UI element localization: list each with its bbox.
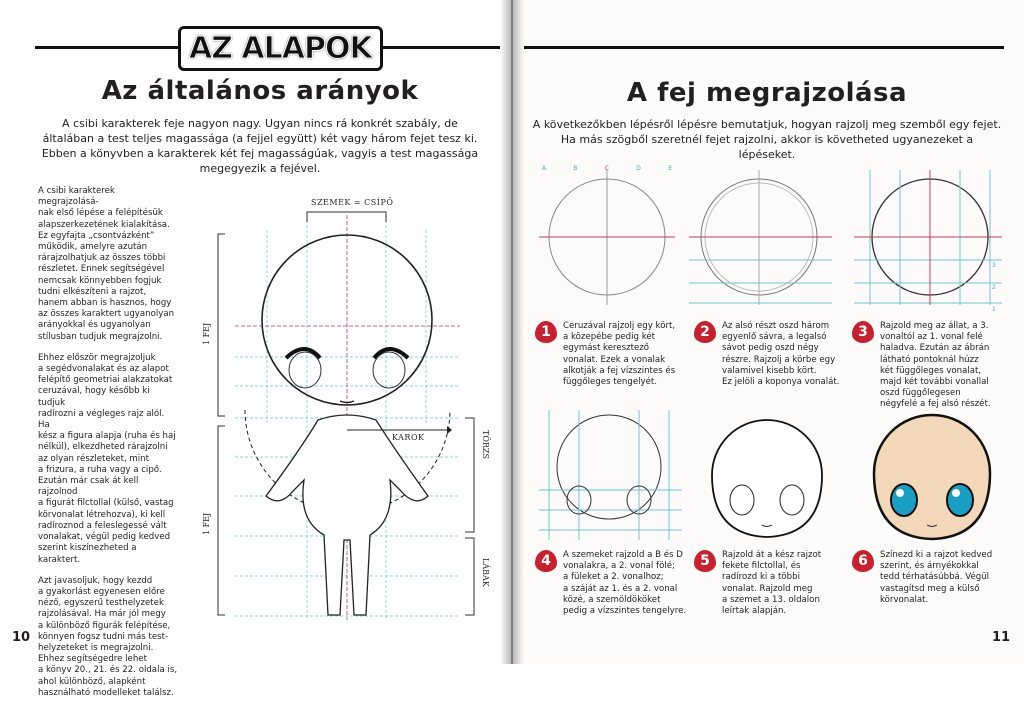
right-page (512, 0, 1024, 664)
guide-letter: D (636, 165, 641, 172)
guide-letter: A (542, 165, 547, 172)
label-eyes-hips: SZEMEK = CSÍPŐ (311, 198, 394, 207)
left-page (0, 0, 512, 698)
step-number-badge: 3 (852, 321, 874, 343)
step-number-badge: 2 (694, 321, 716, 343)
guide-letters (542, 165, 672, 172)
step-number-badge: 6 (852, 550, 874, 572)
label-arms: KAROK (392, 433, 425, 442)
step-5-drawing (692, 405, 842, 545)
guide-letter: C (604, 165, 609, 172)
label-head-1: 1 FEJ (202, 322, 211, 345)
step-text: Rajzold át a kész rajzot fekete filctollal, és radírozd ki a többi vonalat. Rajzold meg a szemet a 13. oldalon leírtak alapján. (722, 550, 822, 617)
intro-text: A csibi karakterek feje nagyon nagy. Ugyan nincs rá konkrét szabály, de általában a test teljes magassága (a fejjel együtt) két vagy három fejet tesz ki. Ebben a könyvben a karakterek két fej magasságúak, vagyis a test magassága megegyezik a fejével. (41, 117, 479, 175)
page-title: A fej megrajzolása (626, 78, 908, 108)
guide-number: 1 (992, 306, 996, 313)
paragraph: Azt javasoljuk, hogy kezdd a gyakorlást egyenesen előre néző, egyszerű testhelyzetek rajzolásával. Ha már jól megy a különböző figurák felépítése, könnyen fogsz tudni más test- helyzeteket is megrajzolni. Ehhez segítségedre lehet a könyv 20., 21. és 22. oldala is, ahol különböző, alapként használható modelleket találsz. (38, 575, 178, 698)
page-number: 11 (992, 630, 1011, 645)
label-legs: LÁBAK (481, 558, 490, 587)
step-3-drawing (852, 165, 1012, 310)
section-badge: AZ ALAPOK (178, 26, 383, 71)
step-text: Színezd ki a rajzot kedved szerint, és árnyékokkal tedd térhatásúbbá. Végül vastagítsd meg a külső körvonalat. (880, 550, 993, 605)
guide-number: 3 (992, 262, 996, 269)
step-1-drawing (537, 165, 677, 310)
guide-letter: E (668, 165, 672, 172)
label-head-2: 1 FEJ (202, 512, 211, 535)
guide-letter: B (573, 165, 578, 172)
book-gutter (500, 0, 524, 664)
step-number-badge: 1 (535, 321, 557, 343)
paragraph: A csibi karakterek megrajzolásá- nak első lépése a felépítésük alapszerkezetének kialakítása. Ez egyfajta „csontvázként” működik, amelyre azután rárajzolhatjuk az összes többi részletet. Ennek segítségével nemcsak könnyebben fogjuk tudni elkészíteni a rajzot, hanem abban is hasznos, hogy az összes karaktert ugyanolyan arányokkal és ugyanolyan stílusban tudjuk megrajzolni. (38, 186, 175, 342)
intro-text: A következőkben lépésről lépésre bemutatjuk, hogyan rajzolj meg szemből egy fejet. Ha más szögből szeretnél fejet rajzolni, akkor is követheted ugyanezeket a lépéseket. (532, 118, 1002, 161)
page-number: 10 (12, 630, 31, 645)
step-text: Ceruzával rajzolj egy kört, a közepébe pedig két egymást keresztező vonalat. Ezek a vonalak alkotják a fej vízszintes és függőleges tengelyét. (563, 321, 676, 388)
step-2-drawing (687, 165, 837, 310)
paragraph: Ehhez először megrajzoljuk a segédvonalakat és az alapot felépítő geometriai alakzatokat ceruzával, hogy később ki tudjuk radírozni a végleges rajz alól. Ha kész a figura alapja (ruha és haj nélkül), elkezdheted rárajzolni az olyan részleteket, mint a frizura, a ruha vagy a cipő. Ezután már csak át kell rajzolnod a figurát filctollal (külső, vastag körvonalat létrehozva), ki kell radíroznod a feleslegessé vált vonalakat, végül pedig kedved szerint kiszínezheted a karaktert. (38, 352, 176, 565)
header-rule (512, 46, 1004, 49)
label-torso: TÖRZS (481, 430, 490, 459)
body-text (38, 186, 178, 709)
step-6-drawing (852, 405, 1012, 545)
step-number-badge: 5 (694, 550, 716, 572)
guide-numbers (992, 255, 996, 321)
page-title: Az általános arányok (101, 76, 419, 106)
chibi-proportion-figure (190, 190, 510, 630)
guide-number: 2 (992, 284, 996, 291)
step-4-drawing (537, 405, 687, 545)
step-text: Rajzold meg az állat, a 3. vonaltól az 1. vonal felé haladva. Ezután az ábrán látható pontoknál húzz két függőleges vonalat, majd két további vonallal oszd függőlegesen négyfelé a fej alsó részét. (880, 321, 991, 410)
step-text: Az alsó részt oszd három egyenlő sávra, a legalsó sávot pedig oszd négy részre. Rajzolj a körbe egy valamivel kisebb kört. Ez jelöli a koponya vonalát. (722, 321, 840, 388)
step-number-badge: 4 (535, 550, 557, 572)
step-text: A szemeket rajzold a B és D vonalakra, a 2. vonal fölé; a füleket a 2. vonalhoz; a száját az 1. és a 2. vonal közé, a szemöldököket pedig a vízszintes tengelyre. (563, 550, 687, 617)
